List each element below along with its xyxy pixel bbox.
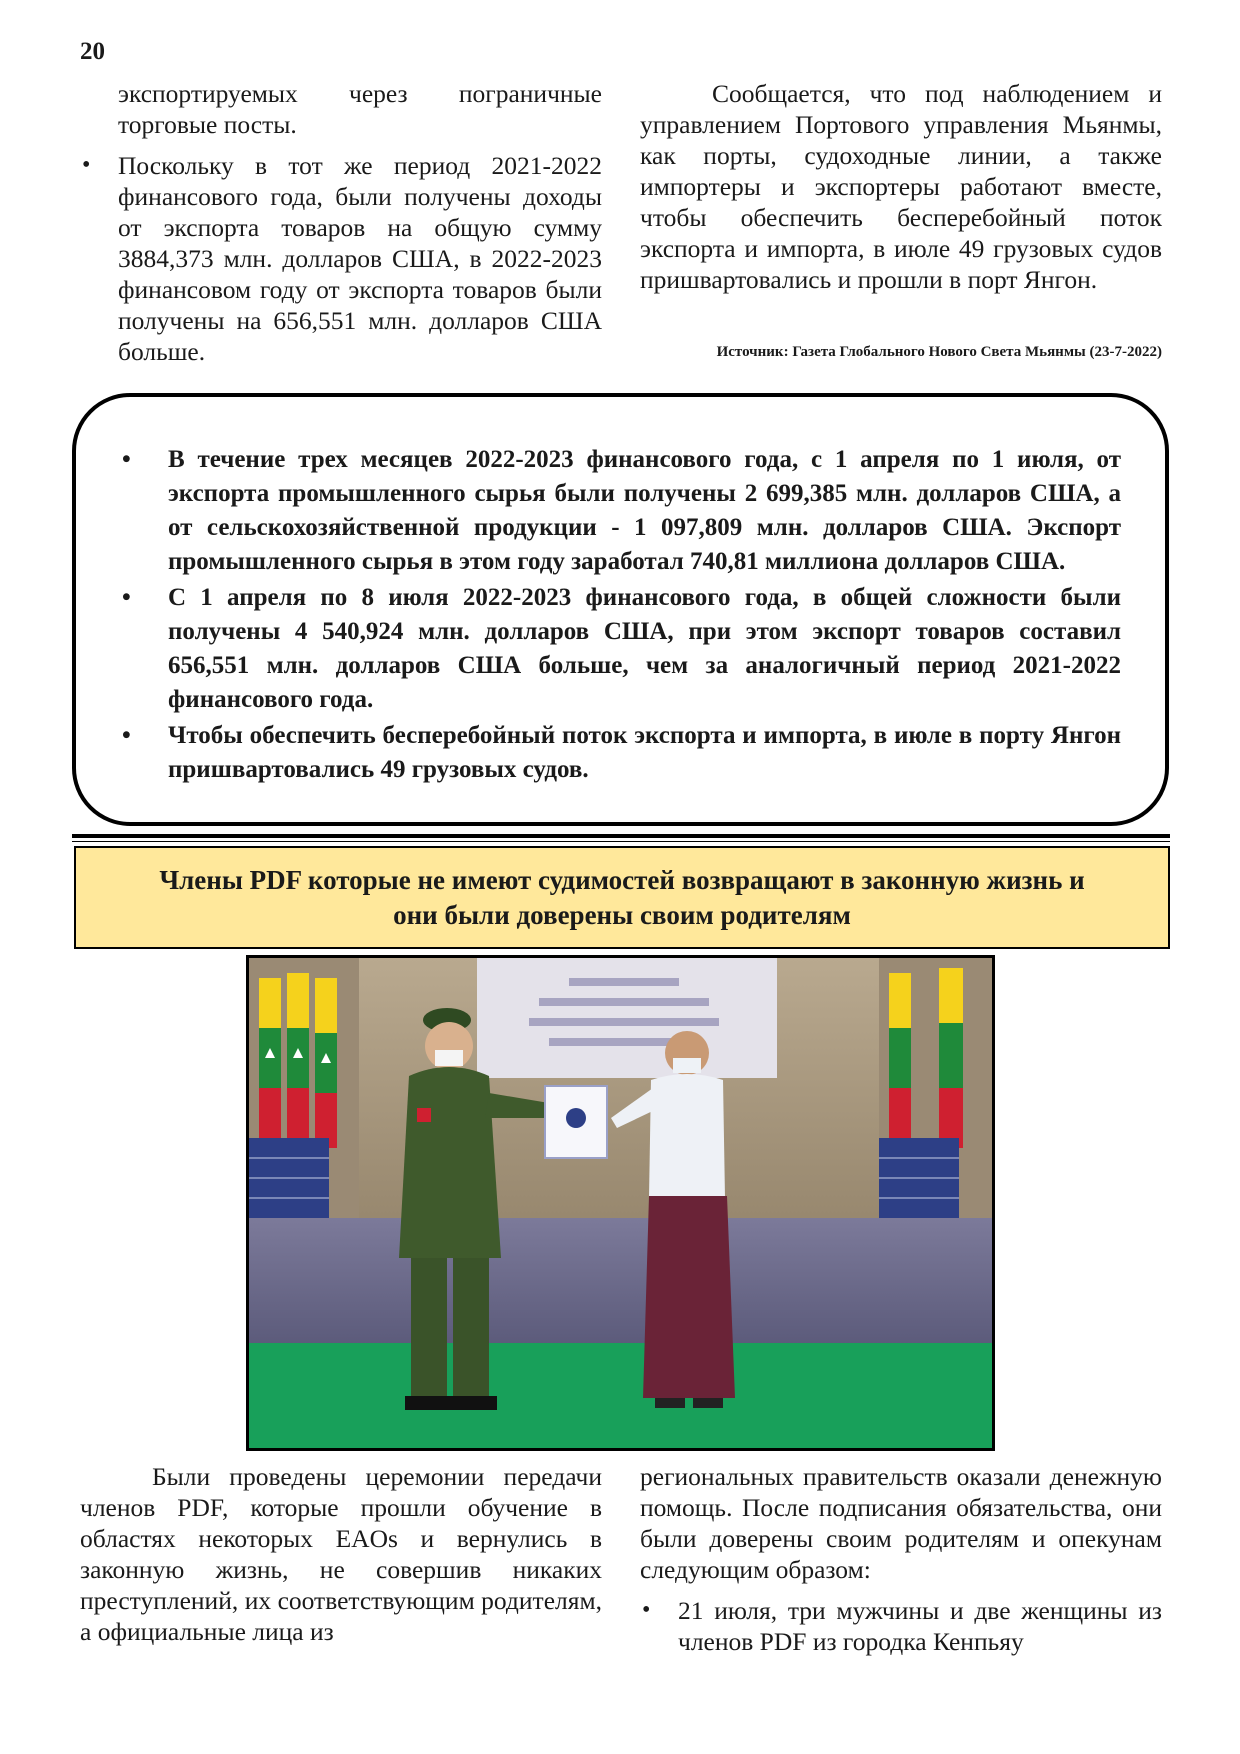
article-left-paragraph: Были проведены церемонии передачи членов PDF, которые прошли обучение в областях некоторых EAOs и вернулись в законную жизнь, не совершив никаких преступлений, их соответствующим родителям, а официальные лица из [80, 1462, 602, 1646]
section-divider-thin [72, 841, 1170, 842]
ceremony-illustration [249, 958, 992, 1448]
flags-left [259, 973, 337, 1148]
continuation-line: торговые посты. [118, 110, 297, 139]
headline-line: они были доверены своим родителям [393, 899, 851, 930]
port-paragraph: Сообщается, что под наблюдением и управлением Портового управления Мьянмы, как порты, судоходные линии, а также импортеры и экспортеры работают вместе, чтобы обеспечить бесперебойный поток экспорта и импорта, в июле 49 грузовых судов пришвартовались и прошли в порт Янгон. [640, 79, 1162, 294]
bullet-paragraph: • Поскольку в тот же период 2021-2022 финансового года, были получены доходы от экспорта товаров на общую сумму 3884,373 млн. долларов США, в 2022-2023 финансовом году от экспорта товаров были получены на 656,551 млн. долларов США больше. [80, 150, 602, 367]
summary-item: • С 1 апреля по 8 июля 2022-2023 финансового года, в общей сложности были получены 4 540,924 млн. долларов США, при этом экспорт товаров составил 656,551 млн. долларов США больше, чем за аналогичный период 2021-2022 финансового года. [106, 581, 1121, 717]
summary-item: • В течение трех месяцев 2022-2023 финансового года, с 1 апреля по 1 июля, от экспорта промышленного сырья были получены 2 699,385 млн. долларов США, а от сельскохозяйственной продукции - 1 097,809 млн. долларов США. Экспорт промышленного сырья в этом году заработал 740,81 миллиона долларов США. [106, 443, 1121, 579]
article-bullet: • 21 июля, три мужчины и две женщины из членов PDF из городка Кенпьяу [640, 1595, 1162, 1657]
article-left-column [80, 1461, 602, 1647]
section-divider [72, 834, 1170, 838]
source-citation: Источник: Газета Глобального Нового Света Мьянмы (23-7-2022) [716, 344, 1162, 360]
top-right-column [640, 78, 1162, 295]
green-carpet [249, 1343, 992, 1448]
article-headline [74, 846, 1170, 949]
article-right-column [640, 1461, 1162, 1657]
summary-item: • Чтобы обеспечить бесперебойный поток экспорта и импорта, в июле в порту Янгон пришвартовались 49 грузовых судов. [106, 719, 1121, 787]
article-right-paragraph: региональных правительств оказали денежную помощь. После подписания обязательства, они были доверены своим родителям и опекунам следующим образом: [640, 1462, 1162, 1584]
continuation-line: экспортируемых через пограничные [118, 79, 602, 108]
ceremony-photo [246, 955, 995, 1451]
page-number: 20 [80, 38, 105, 65]
headline-line: Члены PDF которые не имеют судимостей возвращают в законную жизнь и [159, 864, 1085, 895]
summary-box [72, 393, 1169, 826]
top-left-column [80, 78, 602, 367]
